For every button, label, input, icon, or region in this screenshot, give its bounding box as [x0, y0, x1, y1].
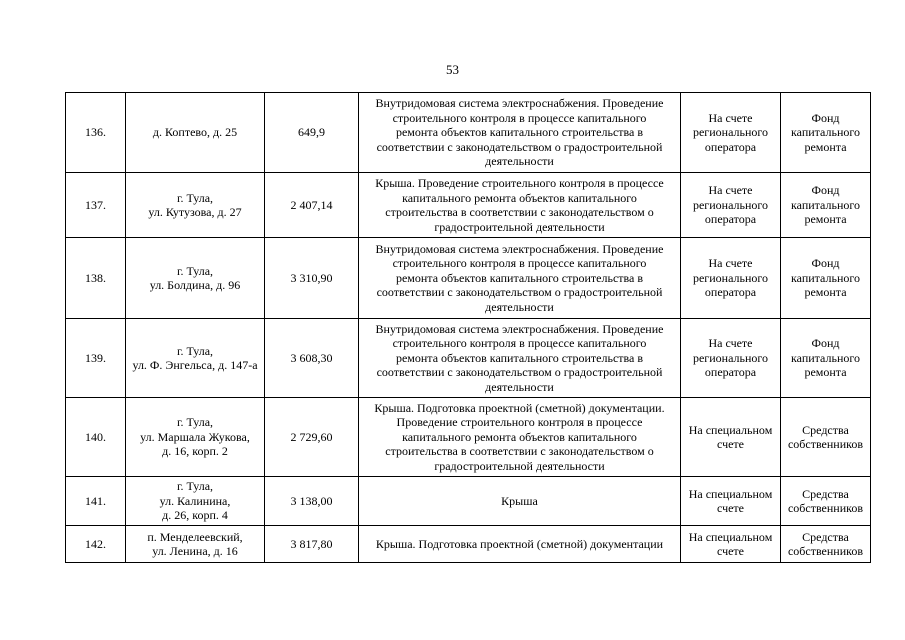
- works-line: ремонта объектов капитального строительства в: [395, 350, 644, 365]
- works-cell: [359, 398, 681, 477]
- row-number-cell: 140.: [66, 398, 126, 477]
- funding-source-cell: [781, 93, 871, 173]
- address-line: ул. Маршала Жукова,: [140, 429, 250, 444]
- works-line: Внутридомовая система электроснабжения. Проведение: [375, 96, 664, 111]
- funding-source-cell: [781, 398, 871, 477]
- address-line: г. Тула,: [176, 263, 214, 278]
- row-number-cell: 142.: [66, 526, 126, 563]
- works-line: Крыша. Проведение строительного контроля в процессе: [375, 176, 664, 190]
- works-line: Крыша. Подготовка проектной (сметной) документации.: [374, 400, 665, 415]
- table-row: [66, 398, 871, 477]
- funding-source-line: собственников: [787, 501, 864, 515]
- address-line: г. Тула,: [176, 415, 214, 430]
- works-line: строительного контроля в процессе капитального: [392, 256, 647, 271]
- works-cell: [359, 477, 681, 526]
- cost-cell: 649,9: [265, 93, 359, 173]
- account-type-line: оператора: [704, 212, 757, 227]
- funding-source-line: ремонта: [804, 212, 847, 227]
- table-row: [66, 526, 871, 563]
- works-cell: [359, 526, 681, 563]
- table-body: [66, 93, 871, 563]
- works-line: Внутридомовая система электроснабжения. Проведение: [375, 321, 664, 336]
- address-cell: [126, 319, 265, 398]
- works-line: соответствии с законодательством о градостроительной: [376, 285, 663, 300]
- funding-source-line: ремонта: [804, 139, 847, 154]
- account-type-line: счете: [716, 544, 745, 558]
- account-type-cell: [681, 398, 781, 477]
- account-type-line: регионального: [692, 270, 769, 285]
- account-type-line: счете: [716, 437, 745, 451]
- works-line: Внутридомовая система электроснабжения. Проведение: [375, 241, 664, 256]
- account-type-line: На счете: [708, 110, 753, 125]
- cost-cell: 3 608,30: [265, 319, 359, 398]
- funding-source-line: Средства: [802, 486, 849, 501]
- address-line: ул. Болдина, д. 96: [149, 278, 241, 292]
- works-line: ремонта объектов капитального строительства в: [395, 270, 644, 285]
- address-line: д. Коптево, д. 25: [152, 125, 238, 140]
- works-line: деятельности: [485, 379, 554, 394]
- repair-registry-table: [65, 92, 871, 563]
- funding-source-line: Фонд: [811, 256, 840, 271]
- funding-source-cell: [781, 477, 871, 526]
- address-line: д. 16, корп. 2: [162, 444, 228, 459]
- funding-source-cell: [781, 173, 871, 238]
- address-line: г. Тула,: [176, 343, 214, 358]
- account-type-line: оператора: [704, 365, 757, 380]
- account-type-line: счете: [716, 501, 745, 515]
- funding-source-line: Средства: [802, 422, 849, 437]
- address-cell: [126, 238, 265, 319]
- works-cell: [359, 173, 681, 238]
- works-line: деятельности: [485, 299, 554, 314]
- works-line: Крыша: [501, 493, 538, 508]
- funding-source-line: Средства: [802, 529, 849, 544]
- account-type-line: На специальном: [688, 529, 773, 544]
- works-line: градостроительной деятельности: [434, 219, 605, 234]
- cost-cell: 3 310,90: [265, 238, 359, 319]
- funding-source-line: ремонта: [804, 285, 847, 300]
- works-line: деятельности: [485, 154, 554, 169]
- address-line: ул. Калинина,: [159, 493, 231, 508]
- address-cell: [126, 173, 265, 238]
- address-cell: [126, 477, 265, 526]
- works-line: капитального ремонта объектов капитального: [402, 429, 637, 444]
- works-line: строительного контроля в процессе капитального: [392, 336, 647, 351]
- works-cell: [359, 319, 681, 398]
- cost-cell: 3 817,80: [265, 526, 359, 563]
- funding-source-cell: [781, 526, 871, 563]
- table-row: [66, 238, 871, 319]
- row-number-cell: 136.: [66, 93, 126, 173]
- funding-source-line: капитального: [791, 197, 860, 212]
- address-line: г. Тула,: [176, 190, 214, 205]
- funding-source-line: капитального: [791, 125, 860, 140]
- funding-source-cell: [781, 319, 871, 398]
- table-row: [66, 173, 871, 238]
- page-number: 53: [446, 62, 459, 77]
- works-line: соответствии с законодательством о градостроительной: [376, 139, 663, 154]
- row-number-cell: 137.: [66, 173, 126, 238]
- cost-cell: 3 138,00: [265, 477, 359, 526]
- funding-source-line: ремонта: [804, 365, 847, 380]
- table-row: [66, 319, 871, 398]
- address-cell: [126, 398, 265, 477]
- address-line: ул. Ленина, д. 16: [152, 544, 238, 558]
- account-type-line: оператора: [704, 139, 757, 154]
- row-number-cell: 138.: [66, 238, 126, 319]
- account-type-line: На специальном: [688, 486, 773, 501]
- funding-source-cell: [781, 238, 871, 319]
- works-line: строительства в соответствии с законодательством о: [385, 444, 654, 459]
- works-line: строительного контроля в процессе капитального: [392, 110, 647, 125]
- account-type-cell: [681, 173, 781, 238]
- address-line: д. 26, корп. 4: [162, 508, 228, 523]
- account-type-line: регионального: [692, 125, 769, 140]
- works-line: соответствии с законодательством о градостроительной: [376, 365, 663, 380]
- cost-cell: 2 407,14: [265, 173, 359, 238]
- account-type-cell: [681, 238, 781, 319]
- account-type-line: регионального: [692, 197, 769, 212]
- funding-source-line: капитального: [791, 270, 860, 285]
- account-type-line: На счете: [708, 336, 753, 351]
- account-type-line: На специальном: [688, 422, 773, 437]
- address-cell: [126, 526, 265, 563]
- account-type-line: оператора: [704, 285, 757, 300]
- works-cell: [359, 93, 681, 173]
- account-type-line: На счете: [708, 183, 753, 198]
- address-cell: [126, 93, 265, 173]
- funding-source-line: капитального: [791, 350, 860, 365]
- works-line: ремонта объектов капитального строительства в: [395, 125, 644, 140]
- works-line: Крыша. Подготовка проектной (сметной) документации: [375, 536, 664, 551]
- funding-source-line: Фонд: [811, 183, 840, 198]
- table-row: [66, 477, 871, 526]
- account-type-cell: [681, 526, 781, 563]
- funding-source-line: собственников: [787, 437, 864, 451]
- address-line: ул. Кутузова, д. 27: [148, 205, 242, 219]
- works-line: градостроительной деятельности: [434, 458, 605, 473]
- row-number-cell: 141.: [66, 477, 126, 526]
- funding-source-line: Фонд: [811, 336, 840, 351]
- works-cell: [359, 238, 681, 319]
- address-line: п. Менделеевский,: [147, 529, 243, 544]
- account-type-cell: [681, 319, 781, 398]
- works-line: строительства в соответствии с законодательством о: [385, 205, 654, 219]
- works-line: Проведение строительного контроля в процессе: [396, 415, 643, 430]
- address-line: ул. Ф. Энгельса, д. 147-а: [132, 358, 258, 372]
- row-number-cell: 139.: [66, 319, 126, 398]
- table-row: [66, 93, 871, 173]
- account-type-line: На счете: [708, 256, 753, 271]
- cost-cell: 2 729,60: [265, 398, 359, 477]
- works-line: капитального ремонта объектов капитального: [402, 190, 637, 205]
- funding-source-line: собственников: [787, 544, 864, 558]
- account-type-cell: [681, 477, 781, 526]
- account-type-cell: [681, 93, 781, 173]
- address-line: г. Тула,: [176, 479, 214, 494]
- funding-source-line: Фонд: [811, 110, 840, 125]
- account-type-line: регионального: [692, 350, 769, 365]
